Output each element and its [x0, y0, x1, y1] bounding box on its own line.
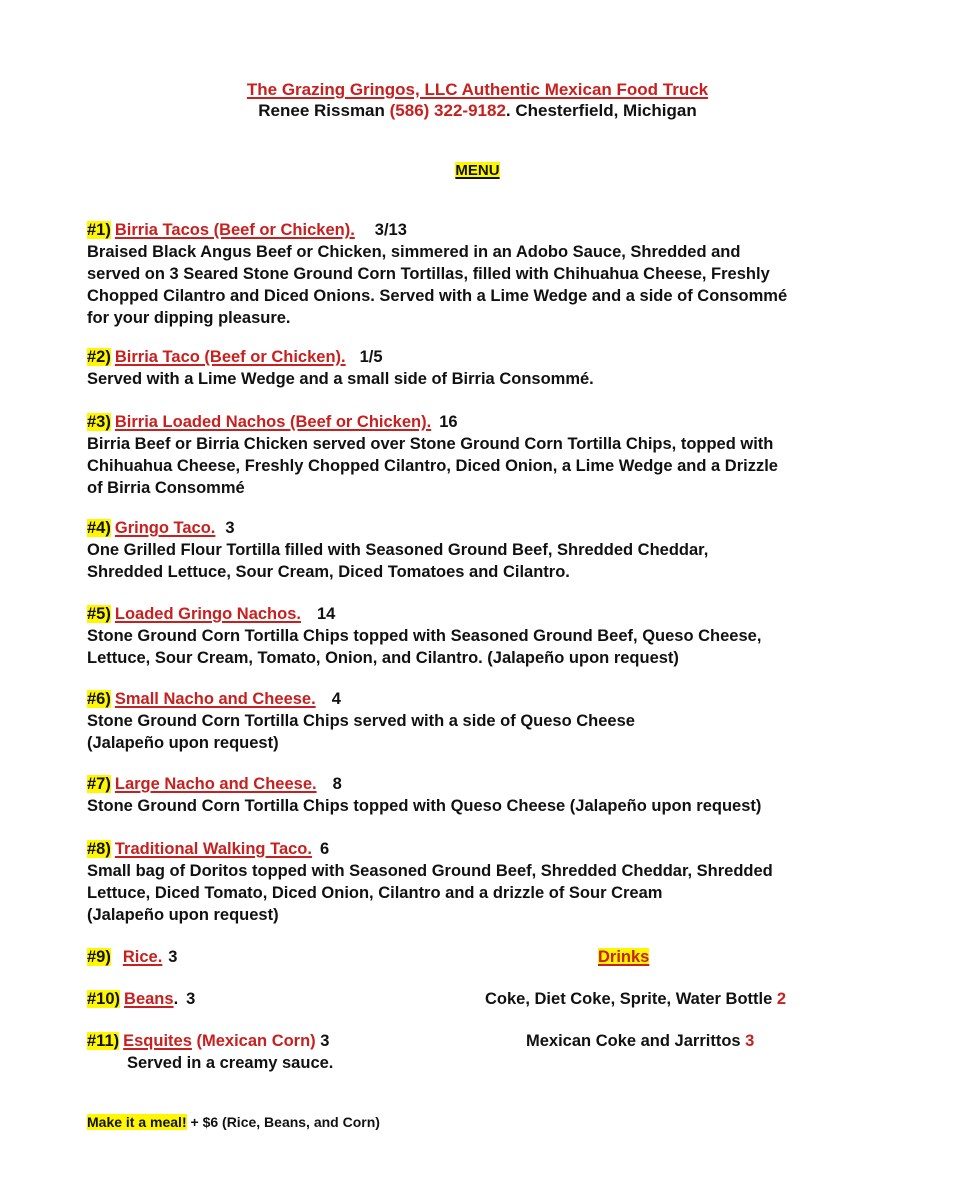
item-number: #3)	[87, 413, 111, 431]
item-description: Braised Black Angus Beef or Chicken, simmered in an Adobo Sauce, Shredded and served on 3 Seared Stone Ground Corn Tortillas, filled with Chihuahua Cheese, Freshly Chopped Cilantro and Diced Onions. Served with a Lime Wedge and a side of Consommé for your dipping pleasure.	[87, 243, 788, 327]
item-name: Birria Taco (Beef or Chicken).	[114, 348, 346, 366]
location: . Chesterfield, Michigan	[505, 101, 697, 120]
item-price: 14	[316, 605, 336, 623]
item-name: Esquites	[123, 1032, 192, 1050]
drink-label: Mexican Coke and Jarrittos	[526, 1032, 741, 1050]
truck-title	[0, 80, 955, 100]
contact-line	[0, 101, 955, 121]
item-number: #7)	[87, 775, 111, 793]
drinks-title: Drinks	[598, 948, 650, 966]
menu-item-11	[87, 1030, 447, 1074]
menu-item-9	[87, 946, 387, 968]
item-name: Beans	[124, 990, 174, 1008]
owner-name: Renee Rissman	[258, 101, 385, 120]
menu-item-4	[87, 517, 887, 583]
item-price: 1/5	[359, 348, 383, 366]
item-name: Rice.	[122, 948, 163, 966]
item-description: Stone Ground Corn Tortilla Chips topped with Seasoned Ground Beef, Queso Cheese, Lettuce, Sour Cream, Tomato, Onion, and Cilantro. (Jalapeño upon request)	[87, 627, 762, 667]
item-description: Birria Beef or Birria Chicken served over Stone Ground Corn Tortilla Chips, topped with Chihuahua Cheese, Freshly Chopped Cilantro, Diced Onion, a Lime Wedge and a Drizzle of Birria Consommé	[87, 435, 778, 497]
meal-deal	[87, 1114, 380, 1130]
item-description: Served with a Lime Wedge and a small side of Birria Consommé.	[87, 370, 594, 388]
item-number: #10)	[87, 990, 121, 1008]
drinks-heading	[598, 946, 649, 968]
item-number: #1)	[87, 221, 111, 239]
item-number: #4)	[87, 519, 111, 537]
item-number: #8)	[87, 840, 111, 858]
item-price: 6	[319, 840, 330, 858]
item-name: Birria Tacos (Beef or Chicken).	[114, 221, 355, 239]
item-description: Stone Ground Corn Tortilla Chips served with a side of Queso Cheese (Jalapeño upon request)	[87, 712, 635, 752]
item-description: Small bag of Doritos topped with Seasoned Ground Beef, Shredded Cheddar, Shredded Lettuce, Diced Tomato, Diced Onion, Cilantro and a drizzle of Sour Cream (Jalapeño upon request)	[87, 862, 773, 924]
item-name: Loaded Gringo Nachos.	[114, 605, 301, 623]
item-name: Traditional Walking Taco.	[114, 840, 312, 858]
item-price: 4	[331, 690, 341, 708]
drink-line-1	[485, 988, 786, 1010]
menu-item-3	[87, 411, 887, 499]
item-name: Small Nacho and Cheese.	[114, 690, 316, 708]
menu-item-1	[87, 219, 887, 329]
menu-item-10: #10) Beans. 3	[87, 990, 196, 1008]
item-price: 8	[332, 775, 342, 793]
drink-label: Coke, Diet Coke, Sprite, Water Bottle	[485, 990, 773, 1008]
item-number: #5)	[87, 605, 111, 623]
menu-item-8	[87, 838, 887, 926]
item-description: One Grilled Flour Tortilla filled with Seasoned Ground Beef, Shredded Cheddar, Shredded Lettuce, Sour Cream, Diced Tomatoes and Cilantro.	[87, 541, 709, 581]
item-price: 16	[439, 413, 458, 431]
drink-price: 2	[776, 990, 787, 1008]
drink-price: 3	[745, 1032, 755, 1050]
item-description: Served in a creamy sauce.	[127, 1054, 334, 1072]
item-price: 3	[186, 990, 196, 1008]
menu-item-5	[87, 603, 887, 669]
menu-item-6	[87, 688, 887, 754]
menu-item-2	[87, 346, 887, 390]
item-number: #11)	[87, 1032, 120, 1050]
item-name: Birria Loaded Nachos (Beef or Chicken).	[114, 413, 432, 431]
menu-label: MENU	[455, 162, 500, 179]
drink-line-2	[526, 1030, 754, 1052]
phone-number: (586) 322-9182	[389, 101, 506, 120]
item-price: 3/13	[374, 221, 407, 239]
menu-item-7	[87, 773, 887, 817]
business-name: The Grazing Gringos, LLC Authentic Mexican Food Truck	[246, 80, 709, 99]
meal-deal-text: + $6 (Rice, Beans, and Corn)	[190, 1114, 380, 1130]
item-name: Gringo Taco.	[114, 519, 216, 537]
item-description: Stone Ground Corn Tortilla Chips topped with Queso Cheese (Jalapeño upon request)	[87, 797, 762, 815]
item-number: #2)	[87, 348, 111, 366]
item-price: 3	[225, 519, 235, 537]
meal-deal-label: Make it a meal!	[87, 1114, 187, 1130]
menu-heading	[0, 162, 955, 179]
item-number: #6)	[87, 690, 111, 708]
item-price: 3	[168, 948, 178, 966]
item-name: Large Nacho and Cheese.	[114, 775, 317, 793]
item-number: #9)	[87, 948, 111, 966]
item-price: 3	[320, 1032, 330, 1050]
item-name-suffix: (Mexican Corn)	[196, 1032, 316, 1050]
